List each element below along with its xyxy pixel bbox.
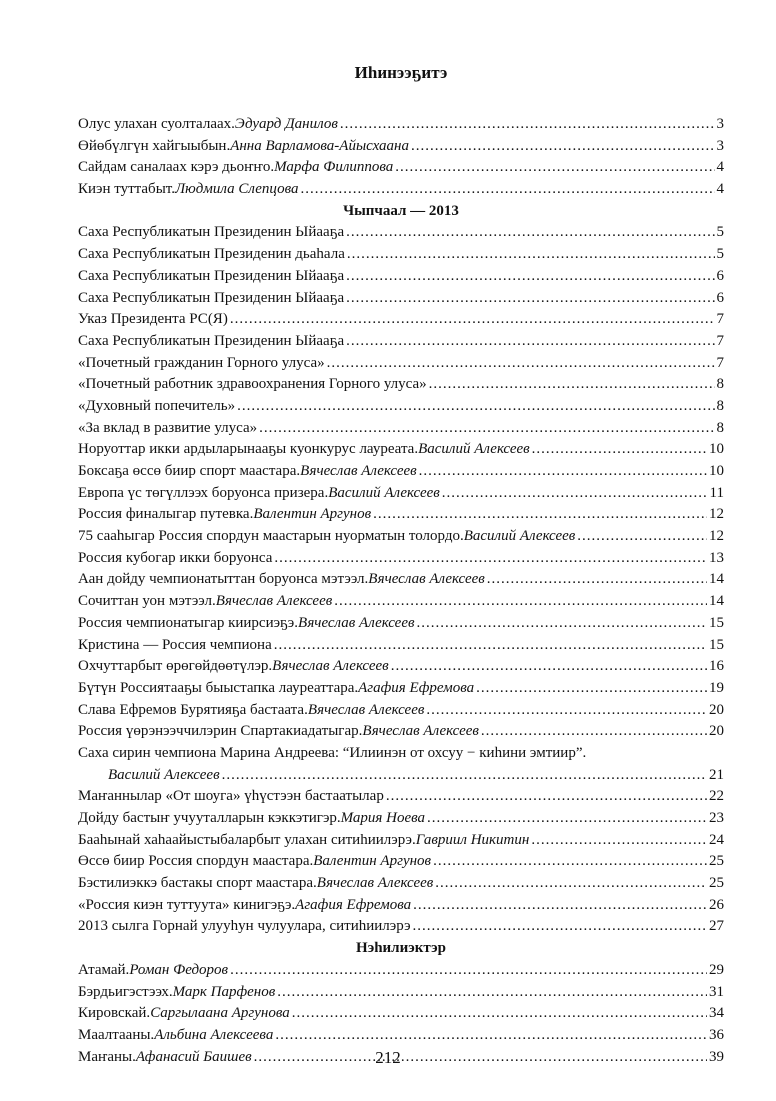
toc-entry-title: «Почетный работник здравоохранения Горного улуса» bbox=[78, 376, 427, 393]
toc-entry[interactable] bbox=[78, 613, 724, 635]
leader-dots bbox=[417, 613, 707, 635]
toc-entry[interactable] bbox=[78, 982, 724, 1004]
toc-entry-title: Бааhынай хаhаайыстыбаларбыт улахан ситиhиилэрэ. bbox=[78, 831, 416, 848]
toc-entry-title: Россия чемпионатыгар киирсиэҕэ. bbox=[78, 614, 298, 631]
toc-entry[interactable] bbox=[78, 266, 724, 288]
toc-entry-page: 4 bbox=[716, 159, 724, 176]
toc-entry-author: Василий Алексеев bbox=[328, 484, 440, 501]
toc-entry-page: 15 bbox=[709, 636, 724, 653]
toc-entry-author: Вячеслав Алексеев bbox=[316, 875, 434, 892]
toc-entry-title: Сочиттан уон мэтээл. bbox=[78, 593, 216, 610]
toc-entry-page: 20 bbox=[709, 701, 724, 718]
toc-entry-author: Вячеслав Алексеев bbox=[300, 463, 417, 479]
toc-entry-title: Саха Республикатын Президенин Ыйааҕа bbox=[78, 332, 345, 349]
toc-entry-title: Указ Президента РС(Я) bbox=[78, 311, 228, 328]
toc-entry-page: 4 bbox=[716, 181, 724, 198]
toc-entry-author: Анна Варламова-Айысхаана bbox=[230, 137, 409, 154]
toc-entry-page: 6 bbox=[716, 267, 724, 284]
leader-dots bbox=[427, 808, 707, 830]
toc-entry-title: Россия үөрэнээччилэрин Спартакиадатыгар. bbox=[78, 723, 363, 740]
leader-dots bbox=[442, 483, 708, 505]
toc-entry-title: Бэрдьигэстээх. bbox=[78, 983, 173, 1000]
toc-entry-page: 27 bbox=[709, 918, 724, 935]
leader-dots bbox=[277, 982, 707, 1004]
toc-entry-page: 23 bbox=[709, 810, 724, 826]
toc-entry-title: Аан дойду чемпионатыттан боруонса мэтээл. bbox=[78, 571, 369, 588]
toc-entry-title: «Россия киэн туттуута» кинигэҕэ. bbox=[78, 896, 296, 913]
toc-entry-page: 5 bbox=[716, 246, 724, 263]
toc-entry[interactable] bbox=[78, 1025, 724, 1047]
leader-dots bbox=[274, 635, 707, 657]
leader-dots bbox=[301, 179, 715, 201]
toc-entry-page: 3 bbox=[716, 137, 724, 154]
leader-dots bbox=[237, 396, 714, 418]
leader-dots bbox=[275, 1025, 707, 1047]
toc-entry-page: 31 bbox=[709, 983, 724, 1000]
toc-entry-page: 12 bbox=[709, 528, 724, 545]
toc-entry[interactable] bbox=[78, 548, 724, 570]
leader-dots bbox=[222, 765, 707, 787]
section-heading-chypchaal: Чыпчаал — 2013 bbox=[343, 202, 459, 219]
toc-entry-title: Киэн туттабыт. bbox=[78, 181, 175, 198]
toc-entry-author: Саргылаана Аргунова bbox=[150, 1005, 290, 1022]
leader-dots bbox=[347, 244, 715, 266]
leader-dots bbox=[413, 916, 707, 938]
toc-entry-title: Охчуттарбыт өрөгөйдөөтүлэр. bbox=[78, 658, 273, 675]
toc-section1b-group bbox=[78, 786, 724, 938]
leader-dots bbox=[340, 114, 715, 136]
toc-entry[interactable] bbox=[78, 591, 724, 613]
leader-dots bbox=[481, 721, 707, 743]
toc-entry[interactable] bbox=[78, 635, 724, 657]
toc-entry-page: 25 bbox=[709, 853, 724, 870]
toc-entry-title: Саха Республикатын Президенин Ыйааҕа bbox=[78, 224, 345, 241]
toc-entry-page: 8 bbox=[716, 419, 724, 436]
toc-entry-title: Норуоттар икки ардыларынааҕы куонкурус лауреата. bbox=[78, 441, 419, 458]
toc-entry-title: Россия кубогар икки боруонса bbox=[78, 549, 273, 566]
toc-entry[interactable] bbox=[78, 786, 724, 808]
toc-entry-title: Дойду бастыҥ учууталларын кэккэтигэр. bbox=[78, 810, 341, 826]
toc-entry[interactable] bbox=[78, 808, 724, 830]
toc-entry-title: «Духовный попечитель» bbox=[78, 397, 236, 414]
toc-entry-author: Валентин Аргунов bbox=[313, 853, 432, 870]
toc-entry-title: Слава Ефремов Бурятияҕа бастаата. bbox=[78, 701, 308, 718]
toc-entry-page: 39 bbox=[709, 1048, 724, 1065]
toc-entry-author: Василий Алексеев bbox=[418, 441, 530, 458]
toc-entry[interactable] bbox=[78, 439, 724, 461]
toc-entry-page: 21 bbox=[709, 766, 724, 783]
toc-entry-title: Маалтааны. bbox=[78, 1026, 155, 1043]
toc-entry-title: Саха Республикатын Президенин Ыйааҕа bbox=[78, 267, 345, 284]
toc-entry[interactable] bbox=[78, 353, 724, 375]
toc-entry-page: 16 bbox=[709, 658, 724, 675]
toc-entry-author: Вячеслав Алексеев bbox=[368, 571, 485, 588]
toc-entry[interactable] bbox=[78, 656, 724, 678]
toc-entry[interactable] bbox=[78, 895, 724, 917]
leader-dots bbox=[531, 830, 707, 852]
toc-entry-title: Саха Республикатын Президенин Ыйааҕа bbox=[78, 289, 345, 306]
leader-dots bbox=[395, 157, 714, 179]
leader-dots bbox=[274, 548, 707, 570]
leader-dots bbox=[426, 700, 707, 722]
toc-entry-author: Валентин Аргунов bbox=[253, 506, 372, 523]
toc-entry-title: Өйөбүлгүн хайгыыбын. bbox=[78, 137, 231, 154]
toc-entry[interactable] bbox=[78, 222, 724, 244]
toc-entry-author: Вячеслав Алексеев bbox=[362, 723, 479, 740]
toc-entry[interactable] bbox=[78, 873, 724, 895]
toc-entry[interactable] bbox=[78, 721, 724, 743]
leader-dots bbox=[476, 678, 707, 700]
leader-dots bbox=[386, 786, 707, 808]
toc-entry-author: Вячеслав Алексеев bbox=[307, 701, 425, 718]
toc-entry-page: 8 bbox=[716, 397, 724, 414]
toc-entry-page: 34 bbox=[709, 1005, 724, 1022]
toc-entry-title: Сайдам саналаах кэрэ дьоҥҥо. bbox=[78, 159, 275, 176]
leader-dots bbox=[532, 439, 707, 461]
toc-entry-author: Роман Федоров bbox=[129, 961, 229, 978]
toc-entry[interactable] bbox=[78, 331, 724, 353]
toc-entry-author: Вячеслав Алексеев bbox=[215, 593, 333, 610]
toc-entry-title: 75 сааһыгар Россия спордун маастарын нуорматын толордо. bbox=[78, 528, 464, 545]
toc-entry[interactable] bbox=[78, 916, 724, 938]
toc-entry[interactable] bbox=[78, 114, 724, 136]
toc-entry[interactable] bbox=[78, 288, 724, 310]
leader-dots bbox=[411, 136, 715, 158]
leader-dots bbox=[230, 960, 707, 982]
leader-dots bbox=[577, 526, 707, 548]
leader-dots bbox=[433, 851, 707, 873]
leader-dots bbox=[346, 288, 714, 310]
leader-dots bbox=[391, 656, 707, 678]
toc-entry-page: 20 bbox=[709, 723, 724, 740]
toc-entry-title: Өссө биир Россия спордун маастара. bbox=[78, 853, 314, 870]
toc-entry[interactable] bbox=[78, 830, 724, 852]
toc-entry-title: Атамай. bbox=[78, 961, 130, 978]
toc-entry[interactable] bbox=[78, 396, 724, 418]
toc-entry-title: 2013 сылга Горнай улууhун чулуулара, ситиhиилэрэ bbox=[78, 918, 411, 935]
leader-dots bbox=[435, 873, 707, 895]
toc-entry-page: 7 bbox=[716, 332, 724, 349]
toc-entry[interactable] bbox=[78, 418, 724, 440]
toc-entry[interactable] bbox=[78, 851, 724, 873]
page-number: 212 bbox=[375, 1048, 401, 1067]
toc-entry-page: 10 bbox=[709, 441, 724, 458]
toc-entry-title: Европа үс төгүллээх боруонса призера. bbox=[78, 484, 329, 501]
toc-entry-page: 29 bbox=[709, 961, 724, 978]
leader-dots bbox=[292, 1003, 707, 1025]
toc-entry[interactable] bbox=[78, 244, 724, 266]
toc-entry-page: 5 bbox=[716, 224, 724, 241]
toc-entry-title: Саха сирин чемпиона Марина Андреева: “Илиинэн от охсуу − киһини эмтиир”. bbox=[78, 744, 587, 761]
toc-section1-group bbox=[78, 222, 724, 743]
toc-entry-author: Василий Алексеев bbox=[108, 766, 220, 783]
toc-entry-page: 12 bbox=[709, 506, 724, 523]
toc-entry-page: 7 bbox=[716, 311, 724, 328]
leader-dots bbox=[413, 895, 707, 917]
toc-entry-title: Бэстилиэккэ бастакы спорт маастара. bbox=[78, 875, 317, 892]
toc-entry-page: 14 bbox=[709, 571, 724, 588]
toc-entry-author: Афанасий Баишев bbox=[135, 1048, 252, 1065]
page-title: Иһинээҕитэ bbox=[354, 63, 448, 82]
toc-entry[interactable] bbox=[78, 483, 724, 505]
toc-entry-title: Боксаҕа өссө биир спорт маастара. bbox=[78, 463, 301, 479]
toc-entry-author: Агафия Ефремова bbox=[295, 896, 412, 913]
leader-dots bbox=[346, 222, 714, 244]
leader-dots bbox=[327, 353, 715, 375]
leader-dots bbox=[346, 331, 714, 353]
toc-entry[interactable] bbox=[78, 374, 724, 396]
toc-entry-page: 26 bbox=[709, 896, 724, 913]
toc-entry-page: 10 bbox=[709, 463, 724, 479]
toc-entry[interactable] bbox=[78, 678, 724, 700]
toc-entry[interactable] bbox=[78, 179, 724, 201]
toc-entry-page: 13 bbox=[709, 549, 724, 566]
toc-entry-author: Марфа Филиппова bbox=[274, 159, 394, 176]
toc-entry-author: Василий Алексеев bbox=[463, 528, 576, 545]
section-heading-nehilieekter: Нэһилиэктэр bbox=[356, 940, 446, 957]
toc-entry[interactable] bbox=[78, 569, 724, 591]
toc-entry-page: 11 bbox=[709, 484, 724, 501]
toc-entry-page: 7 bbox=[716, 354, 724, 371]
leader-dots bbox=[259, 418, 714, 440]
toc-entry[interactable] bbox=[78, 526, 724, 548]
leader-dots bbox=[230, 309, 715, 331]
toc-entries bbox=[78, 114, 724, 1068]
toc-entry-title: Олус улахан суолталаах. bbox=[78, 116, 235, 132]
toc-entry-title: Маҥаннылар «От шоуга» үһүстээн бастаатылар bbox=[78, 788, 384, 805]
toc-intro-group bbox=[78, 114, 724, 201]
toc-entry-page: 15 bbox=[709, 614, 724, 631]
toc-entry-continuation bbox=[78, 765, 724, 787]
leader-dots bbox=[487, 569, 707, 591]
toc-entry-page: 22 bbox=[709, 788, 724, 805]
toc-entry-page: 25 bbox=[709, 875, 724, 892]
toc-entry-author: Марк Парфенов bbox=[172, 983, 276, 1000]
toc-entry-author: Альбина Алексеева bbox=[154, 1026, 274, 1043]
toc-entry[interactable] bbox=[78, 504, 724, 526]
toc-entry[interactable] bbox=[78, 157, 724, 179]
toc-entry-page: 8 bbox=[716, 376, 724, 393]
toc-entry-author: Мария Ноева bbox=[340, 810, 426, 826]
toc-entry-title: Бүтүн Россиятааҕы быыстапка лауреаттара. bbox=[78, 679, 359, 696]
toc-entry-author: Вячеслав Алексеев bbox=[272, 658, 389, 675]
toc-entry[interactable] bbox=[78, 309, 724, 331]
toc-entry-title: Саха Республикатын Президенин дьаhала bbox=[78, 246, 345, 263]
toc-entry-author: Людмила Слепцова bbox=[174, 181, 299, 198]
leader-dots bbox=[346, 266, 714, 288]
toc-entry[interactable] bbox=[78, 1003, 724, 1025]
leader-dots bbox=[334, 591, 707, 613]
toc-entry-title: Маҥаны. bbox=[78, 1048, 136, 1065]
toc-entry-page: 14 bbox=[709, 593, 724, 610]
toc-entry-author: Агафия Ефремова bbox=[358, 679, 475, 696]
toc-entry-author: Вячеслав Алексеев bbox=[297, 614, 415, 631]
toc-wrapped-entry[interactable] bbox=[78, 743, 724, 786]
toc-entry-author: Гавриил Никитин bbox=[415, 831, 530, 848]
leader-dots bbox=[373, 504, 707, 526]
leader-dots bbox=[429, 374, 715, 396]
toc-entry-page: 24 bbox=[709, 831, 724, 848]
toc-entry[interactable] bbox=[78, 700, 724, 722]
toc-entry-title: Кировскай. bbox=[78, 1005, 151, 1022]
toc-entry-page: 36 bbox=[709, 1026, 724, 1043]
toc-entry[interactable] bbox=[78, 461, 724, 483]
leader-dots bbox=[419, 461, 707, 483]
toc-entry-author: Эдуард Данилов bbox=[234, 116, 338, 132]
toc-entry[interactable] bbox=[78, 136, 724, 158]
toc-entry-title: Россия финалыгар путевка. bbox=[78, 506, 254, 523]
toc-entry-title: «Почетный гражданин Горного улуса» bbox=[78, 354, 325, 371]
toc-entry-page: 19 bbox=[709, 679, 724, 696]
toc-entry[interactable] bbox=[78, 960, 724, 982]
toc-entry-title: Кристина — Россия чемпиона bbox=[78, 636, 272, 653]
toc-entry-page: 3 bbox=[716, 116, 724, 132]
toc-entry-title: «За вклад в развитие улуса» bbox=[78, 419, 258, 436]
toc-entry-page: 6 bbox=[716, 289, 724, 306]
